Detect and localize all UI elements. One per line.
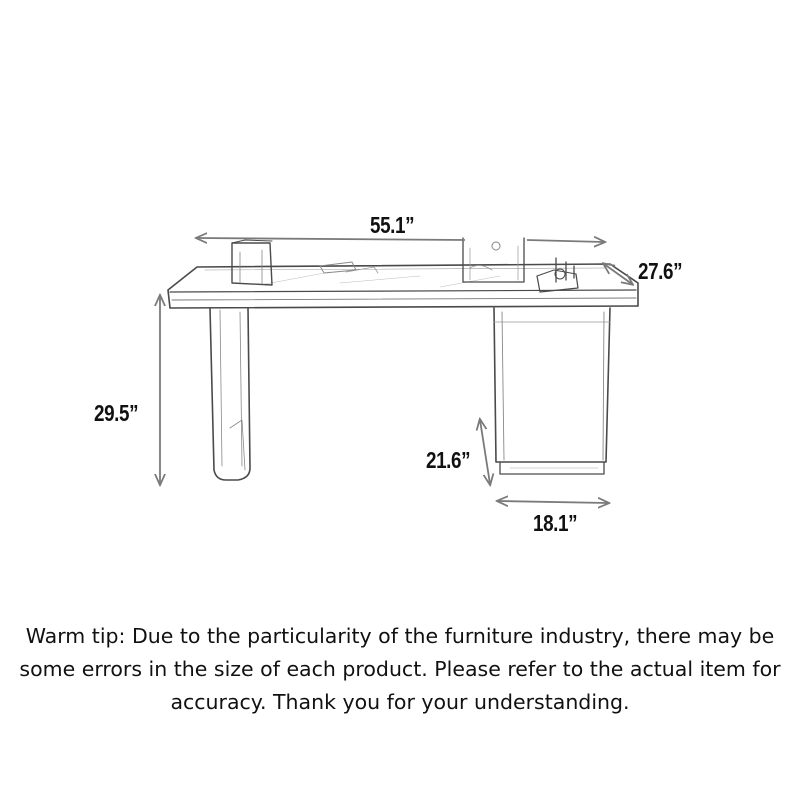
monitor <box>463 238 524 282</box>
desk-sketch <box>168 238 638 480</box>
cabinet-height-arrow <box>480 420 490 484</box>
warm-tip-notice: Warm tip: Due to the particularity of the furniture industry, there may be some errors in the size of each product. Please refer to the actual item for accuracy. Thank you for your understanding. <box>19 624 781 714</box>
height-label: 29.5” <box>94 400 139 426</box>
cabinet-width-label: 18.1” <box>533 510 578 536</box>
desk-organizer <box>537 274 578 292</box>
dimension-arrows <box>160 238 632 503</box>
cabinet <box>494 308 610 462</box>
cabinet-width-arrow <box>498 501 608 503</box>
desk-top <box>168 264 638 308</box>
width-arrow <box>197 238 465 240</box>
book-stand <box>232 243 272 285</box>
depth-label: 27.6” <box>638 258 683 284</box>
depth-arrow <box>604 264 632 284</box>
cabinet-height-label: 21.6” <box>426 447 471 473</box>
width-label: 55.1” <box>370 212 415 238</box>
